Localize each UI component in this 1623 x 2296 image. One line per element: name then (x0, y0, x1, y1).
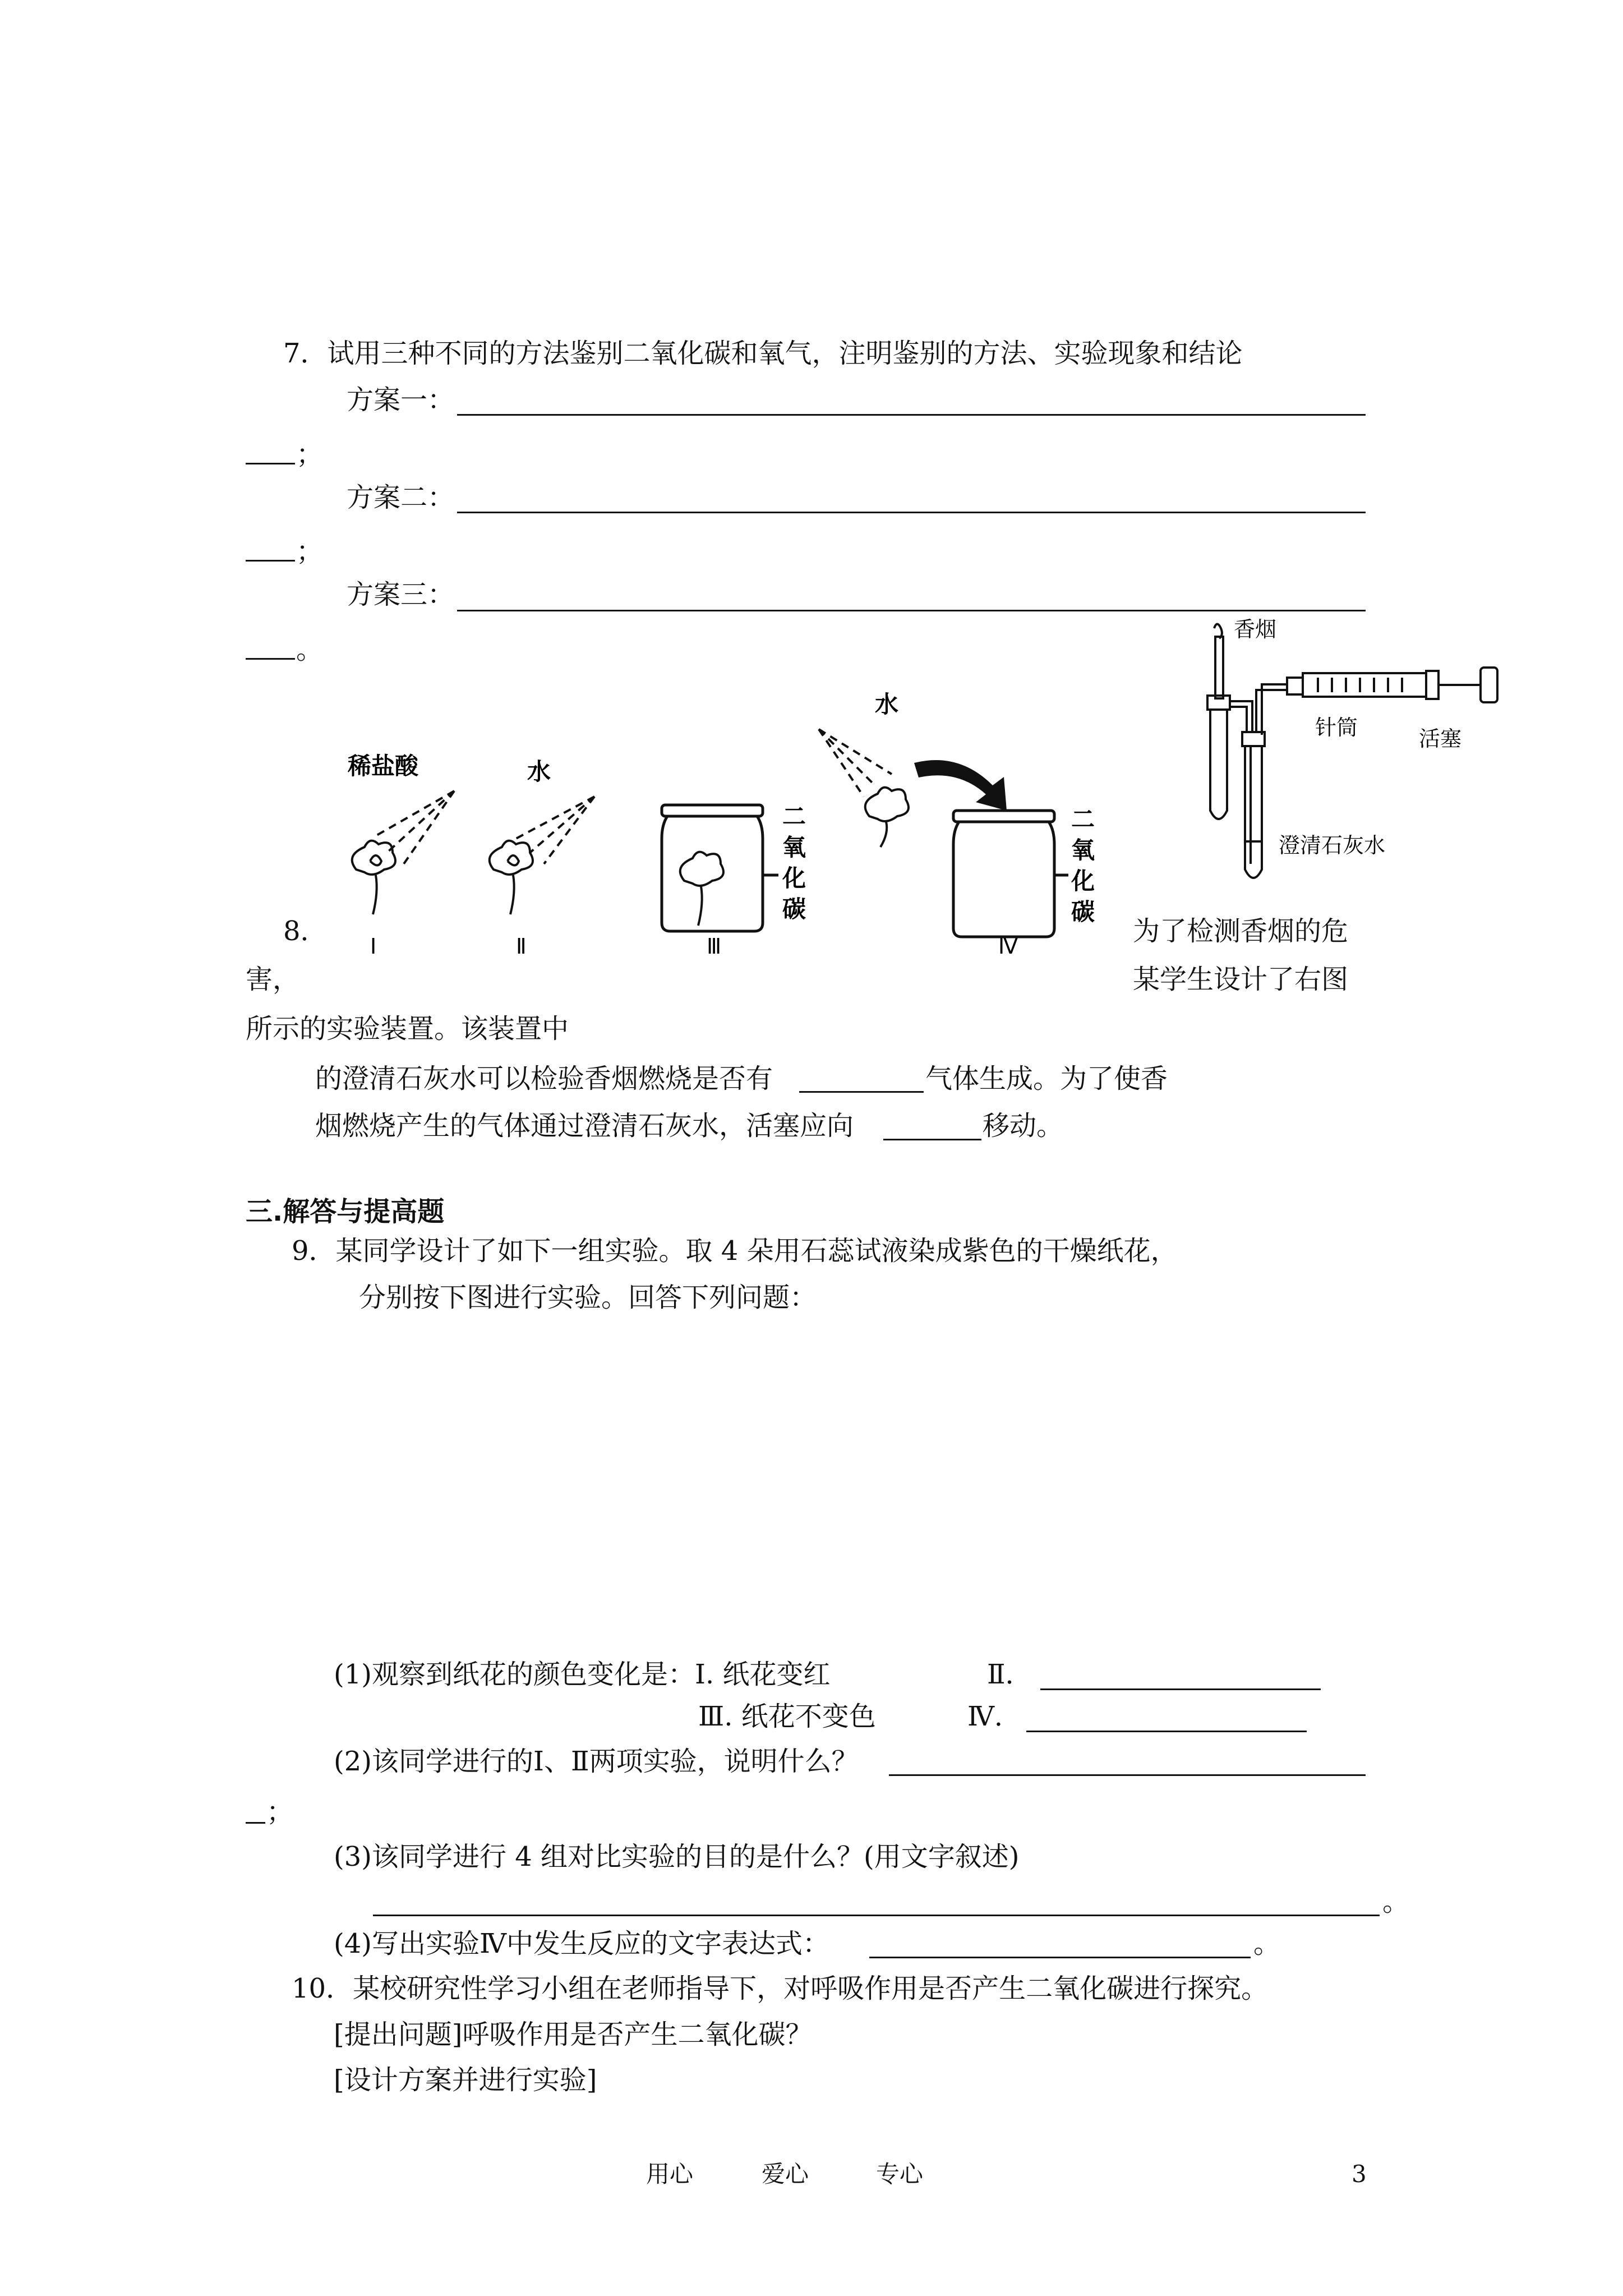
q9-p1: (1)观察到纸花的颜色变化是：Ⅰ. 纸花变红 (334, 1659, 831, 1690)
water-label-iv: 水 (875, 691, 899, 718)
q10-stem: 10．某校研究性学习小组在老师指导下，对呼吸作用是否产生二氧化碳进行探究。 (292, 1973, 1269, 2004)
syringe-label: 针筒 (1315, 715, 1358, 740)
q7-plan1-label: 方案一： (347, 384, 455, 416)
q8-line5a: 烟燃烧产生的气体通过澄清石灰水，活塞应向 (315, 1110, 854, 1142)
q8-left-char: 害， (246, 964, 300, 995)
q9-p4: (4)写出实验Ⅳ中发生反应的文字表达式： (334, 1928, 829, 1959)
cigarette-label: 香烟 (1234, 617, 1277, 642)
spray-lines-iv (819, 729, 892, 797)
q8-gas-blank[interactable] (799, 1091, 924, 1093)
roman-iii: Ⅲ (707, 934, 722, 959)
piston-label: 活塞 (1419, 726, 1462, 751)
q8-line5b: 移动。 (983, 1110, 1064, 1142)
footer-motto-2: 爱心 (762, 2160, 809, 2188)
q7-plan2-label: 方案二： (347, 482, 455, 513)
q9-ii-blank[interactable] (1040, 1688, 1321, 1690)
paper-flower-iii (680, 852, 723, 926)
q10-design: [设计方案并进行实验] (334, 2064, 597, 2096)
cigarette-apparatus-figure (1189, 617, 1548, 909)
syringe-icon (1287, 668, 1497, 702)
cigarette-icon (1214, 624, 1223, 699)
q7-plan2-end: ； (296, 536, 324, 567)
q7-plan3-blank-cont[interactable] (246, 658, 295, 660)
co2-label-iv-2: 氧 (1071, 836, 1095, 864)
section3-title: 三.解答与提高题 (246, 1196, 445, 1227)
q9-iv-blank[interactable] (1026, 1731, 1307, 1732)
roman-ii: Ⅱ (516, 934, 527, 959)
roman-iv: Ⅳ (998, 934, 1018, 959)
acid-label: 稀盐酸 (348, 752, 419, 780)
q9-p4-end: 。 (1253, 1928, 1281, 1959)
q9-p2-blank-cont[interactable] (246, 1822, 265, 1824)
q9-p4-blank[interactable] (869, 1957, 1251, 1958)
water-label-ii: 水 (527, 758, 551, 785)
co2-label-iv-1: 二 (1071, 806, 1095, 833)
q7-plan3-end: 。 (296, 634, 324, 665)
q8-number: 8． (283, 915, 328, 947)
q8-right-line2: 某学生设计了右图 (1133, 964, 1349, 995)
move-arrow-icon (914, 760, 1007, 811)
q9-p1-iii: Ⅲ. 纸花不变色 (698, 1701, 876, 1732)
spray-lines-i (376, 791, 454, 864)
co2-label-iii-3: 化 (782, 864, 806, 892)
q7-plan2-blank-cont[interactable] (246, 560, 295, 562)
q7-plan2-blank[interactable] (457, 512, 1366, 513)
q10-problem: [提出问题]呼吸作用是否产生二氧化碳？ (334, 2019, 813, 2050)
q7-plan1-blank[interactable] (457, 414, 1366, 416)
footer-motto-3: 专心 (876, 2160, 924, 2188)
co2-label-iv-4: 碳 (1071, 898, 1095, 926)
q7-plan1-end: ； (296, 439, 324, 470)
paper-flower-iv (865, 788, 909, 847)
q9-p3: (3)该同学进行 4 组对比实验的目的是什么？(用文字叙述) (334, 1841, 1020, 1872)
q9-stem2: 分别按下图进行实验。回答下列问题： (359, 1282, 817, 1313)
footer-motto-1: 用心 (646, 2160, 694, 2188)
co2-label-iv-3: 化 (1071, 867, 1095, 895)
flower-experiment-figure (314, 690, 1110, 982)
q9-p1-ii: Ⅱ． (987, 1659, 1032, 1690)
spray-lines-ii (516, 797, 594, 864)
q8-line4b: 气体生成。为了使香 (925, 1063, 1168, 1094)
q7-plan1-blank-cont[interactable] (246, 463, 295, 464)
q7-plan3-label: 方案三： (347, 579, 455, 610)
co2-label-iii-4: 碳 (782, 895, 806, 923)
jar-iii (662, 805, 778, 931)
co2-label-iii-2: 氧 (782, 834, 806, 861)
q9-p3-blank[interactable] (373, 1915, 1380, 1916)
limewater-label: 澄清石灰水 (1279, 833, 1386, 858)
q8-direction-blank[interactable] (883, 1139, 981, 1140)
q8-line3: 所示的实验装置。该装置中 (246, 1013, 569, 1045)
q9-p1-iv: Ⅳ． (967, 1701, 1021, 1732)
q9-p2: (2)该同学进行的Ⅰ、Ⅱ两项实验，说明什么？ (334, 1746, 859, 1777)
q9-p2-end: ； (266, 1796, 294, 1828)
paper-flower-i (352, 841, 395, 914)
q8-right-line1: 为了检测香烟的危 (1133, 915, 1349, 947)
jar-iv (953, 811, 1068, 937)
q9-p2-blank[interactable] (889, 1774, 1366, 1776)
co2-label-iii-1: 二 (782, 803, 806, 830)
q9-p3-end: 。 (1382, 1886, 1410, 1917)
paper-flower-ii (490, 841, 533, 914)
roman-i: Ⅰ (370, 934, 377, 959)
q7-stem: 7．试用三种不同的方法鉴别二氧化碳和氧气，注明鉴别的方法、实验现象和结论 (283, 338, 1243, 369)
q7-plan3-blank[interactable] (457, 610, 1366, 611)
page-number: 3 (1352, 2160, 1367, 2188)
q8-line4a: 的澄清石灰水可以检验香烟燃烧是否有 (315, 1063, 773, 1094)
q9-stem1: 9．某同学设计了如下一组实验。取 4 朵用石蕊试液染成紫色的干燥纸花， (292, 1235, 1178, 1267)
